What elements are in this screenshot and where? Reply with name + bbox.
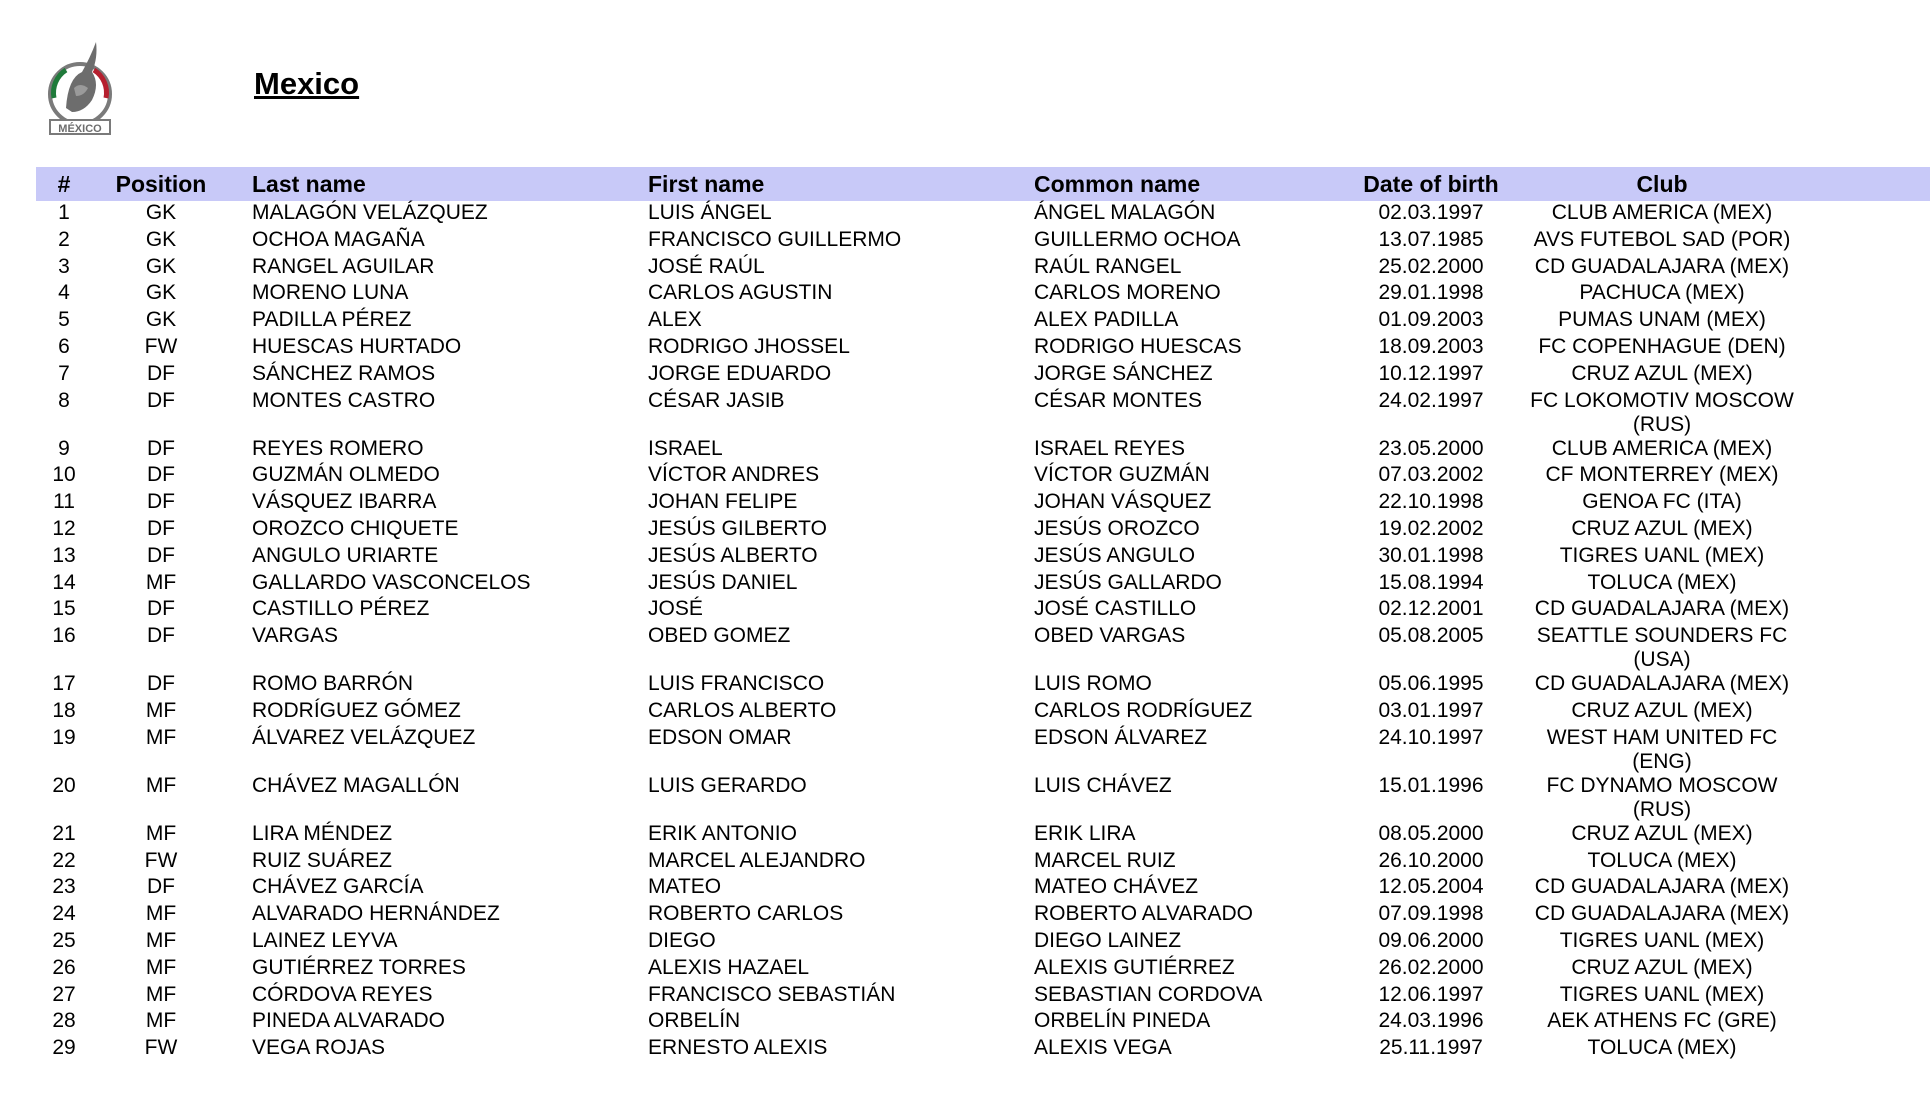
cell-number: 14	[52, 570, 76, 594]
cell-last-name: CHÁVEZ GARCÍA	[252, 875, 424, 899]
cell-common-name: JOSÉ CASTILLO	[1034, 597, 1197, 621]
cell-spacer	[1798, 624, 1930, 672]
cell-last-name: CHÁVEZ MAGALLÓN	[252, 773, 460, 797]
cell-position: DF	[147, 388, 175, 412]
cell-last-name: LAINEZ LEYVA	[252, 928, 398, 952]
cell-common-name: VÍCTOR GUZMÁN	[1034, 463, 1210, 487]
cell-position: DF	[147, 543, 175, 567]
cell-club: FC COPENHAGUE (DEN)	[1538, 334, 1786, 358]
cell-spacer	[1798, 1009, 1930, 1036]
cell-number: 21	[52, 821, 76, 845]
table-row	[36, 308, 1930, 335]
table-row	[36, 389, 1930, 437]
cell-position: DF	[147, 875, 175, 899]
table-row	[36, 672, 1930, 699]
cell-date-of-birth: 19.02.2002	[1378, 516, 1484, 540]
cell-spacer	[1798, 983, 1930, 1010]
table-row	[36, 902, 1930, 929]
cell-position: GK	[145, 281, 177, 305]
cell-club: CRUZ AZUL (MEX)	[1571, 698, 1753, 722]
header-common-name: Common name	[1034, 171, 1201, 197]
cell-club: FC DYNAMO MOSCOW (RUS)	[1546, 773, 1778, 821]
cell-spacer	[1798, 437, 1930, 464]
cell-spacer	[1798, 597, 1930, 624]
cell-common-name: ISRAEL REYES	[1034, 436, 1185, 460]
cell-common-name: JESÚS OROZCO	[1034, 516, 1200, 540]
cell-club: AEK ATHENS FC (GRE)	[1547, 1009, 1777, 1033]
header-club: Club	[1636, 171, 1688, 197]
table-row	[36, 362, 1930, 389]
cell-spacer	[1798, 1036, 1930, 1063]
cell-common-name: CÉSAR MONTES	[1034, 388, 1203, 412]
table-row	[36, 228, 1930, 255]
cell-number: 13	[52, 543, 76, 567]
cell-club: TIGRES UANL (MEX)	[1559, 543, 1765, 567]
table-row	[36, 544, 1930, 571]
table-row	[36, 699, 1930, 726]
cell-first-name: EDSON OMAR	[648, 725, 792, 749]
table-row	[36, 726, 1930, 774]
cell-date-of-birth: 07.09.1998	[1378, 902, 1484, 926]
cell-first-name: MARCEL ALEJANDRO	[648, 848, 866, 872]
cell-last-name: MORENO LUNA	[252, 281, 409, 305]
cell-common-name: ALEX PADILLA	[1034, 308, 1179, 332]
cell-spacer	[1798, 463, 1930, 490]
cell-club: CRUZ AZUL (MEX)	[1571, 821, 1753, 845]
cell-first-name: VÍCTOR ANDRES	[648, 463, 820, 487]
cell-first-name: JOSÉ	[648, 597, 703, 621]
cell-position: MF	[145, 698, 177, 722]
cell-club: CD GUADALAJARA (MEX)	[1534, 254, 1790, 278]
cell-club: CRUZ AZUL (MEX)	[1571, 516, 1753, 540]
cell-number: 6	[58, 334, 70, 358]
cell-spacer	[1798, 362, 1930, 389]
cell-club: SEATTLE SOUNDERS FC (USA)	[1536, 624, 1788, 672]
cell-club: CD GUADALAJARA (MEX)	[1534, 902, 1790, 926]
cell-club: WEST HAM UNITED FC (ENG)	[1546, 725, 1778, 773]
table-row	[36, 929, 1930, 956]
cell-first-name: ALEXIS HAZAEL	[648, 955, 810, 979]
cell-first-name: LUIS GERARDO	[648, 773, 807, 797]
table-row	[36, 281, 1930, 308]
cell-common-name: MATEO CHÁVEZ	[1034, 875, 1199, 899]
cell-club: CRUZ AZUL (MEX)	[1571, 955, 1753, 979]
cell-date-of-birth: 01.09.2003	[1378, 308, 1484, 332]
cell-first-name: RODRIGO JHOSSEL	[648, 334, 850, 358]
cell-number: 2	[58, 227, 70, 251]
cell-spacer	[1798, 255, 1930, 282]
cell-number: 18	[52, 698, 76, 722]
cell-common-name: JESÚS ANGULO	[1034, 543, 1196, 567]
cell-common-name: GUILLERMO OCHOA	[1034, 227, 1241, 251]
cell-first-name: ALEX	[648, 308, 702, 332]
cell-club: PACHUCA (MEX)	[1579, 281, 1745, 305]
cell-first-name: ERNESTO ALEXIS	[648, 1036, 828, 1060]
cell-last-name: REYES ROMERO	[252, 436, 424, 460]
cell-first-name: JESÚS GILBERTO	[648, 516, 827, 540]
cell-position: GK	[145, 254, 177, 278]
cell-date-of-birth: 12.05.2004	[1378, 875, 1484, 899]
cell-first-name: JOHAN FELIPE	[648, 490, 798, 514]
cell-club: CD GUADALAJARA (MEX)	[1534, 875, 1790, 899]
table-row	[36, 490, 1930, 517]
cell-first-name: CARLOS ALBERTO	[648, 698, 837, 722]
cell-club: CRUZ AZUL (MEX)	[1571, 361, 1753, 385]
cell-date-of-birth: 22.10.1998	[1378, 490, 1484, 514]
cell-spacer	[1798, 544, 1930, 571]
cell-first-name: LUIS FRANCISCO	[648, 672, 825, 696]
cell-common-name: CARLOS RODRÍGUEZ	[1034, 698, 1253, 722]
cell-position: MF	[145, 1009, 177, 1033]
cell-club: CD GUADALAJARA (MEX)	[1534, 597, 1790, 621]
cell-date-of-birth: 07.03.2002	[1378, 463, 1484, 487]
cell-common-name: LUIS ROMO	[1034, 672, 1152, 696]
cell-common-name: ÁNGEL MALAGÓN	[1034, 201, 1216, 224]
cell-spacer	[1798, 517, 1930, 544]
cell-date-of-birth: 13.07.1985	[1378, 227, 1484, 251]
cell-spacer	[1798, 201, 1930, 228]
cell-number: 7	[58, 361, 70, 385]
cell-last-name: CASTILLO PÉREZ	[252, 597, 430, 621]
cell-first-name: JESÚS ALBERTO	[648, 543, 818, 567]
cell-date-of-birth: 12.06.1997	[1378, 982, 1484, 1006]
cell-date-of-birth: 09.06.2000	[1378, 928, 1484, 952]
table-row	[36, 875, 1930, 902]
cell-common-name: MARCEL RUIZ	[1034, 848, 1176, 872]
cell-date-of-birth: 05.08.2005	[1378, 624, 1484, 648]
cell-first-name: CARLOS AGUSTIN	[648, 281, 833, 305]
cell-position: DF	[147, 597, 175, 621]
table-row	[36, 956, 1930, 983]
cell-number: 29	[52, 1036, 76, 1060]
cell-number: 27	[52, 982, 76, 1006]
cell-club: PUMAS UNAM (MEX)	[1558, 308, 1766, 332]
cell-number: 11	[53, 490, 75, 514]
cell-common-name: JESÚS GALLARDO	[1034, 570, 1222, 594]
cell-first-name: ORBELÍN	[648, 1009, 741, 1033]
cell-date-of-birth: 25.11.1997	[1379, 1036, 1483, 1060]
cell-date-of-birth: 02.12.2001	[1378, 597, 1484, 621]
header-position: Position	[115, 171, 207, 197]
cell-first-name: DIEGO	[648, 928, 716, 952]
cell-last-name: ANGULO URIARTE	[252, 543, 439, 567]
cell-club: CLUB AMERICA (MEX)	[1551, 436, 1773, 460]
cell-last-name: CÓRDOVA REYES	[252, 982, 433, 1006]
cell-number: 4	[58, 281, 70, 305]
cell-spacer	[1798, 726, 1930, 774]
cell-spacer	[1798, 571, 1930, 598]
cell-date-of-birth: 25.02.2000	[1378, 254, 1484, 278]
table-row	[36, 463, 1930, 490]
cell-last-name: VEGA ROJAS	[252, 1036, 386, 1060]
table-row	[36, 571, 1930, 598]
table-row	[36, 624, 1930, 672]
cell-position: DF	[147, 490, 175, 514]
cell-date-of-birth: 26.02.2000	[1378, 955, 1484, 979]
cell-number: 26	[52, 955, 76, 979]
cell-date-of-birth: 05.06.1995	[1378, 672, 1484, 696]
cell-first-name: MATEO	[648, 875, 722, 899]
cell-common-name: LUIS CHÁVEZ	[1034, 773, 1172, 797]
header-number: #	[57, 171, 71, 197]
table-row	[36, 255, 1930, 282]
cell-number: 28	[52, 1009, 76, 1033]
cell-date-of-birth: 29.01.1998	[1378, 281, 1484, 305]
cell-position: GK	[145, 308, 177, 332]
cell-date-of-birth: 10.12.1997	[1378, 361, 1484, 385]
cell-date-of-birth: 08.05.2000	[1378, 821, 1484, 845]
cell-number: 22	[52, 848, 76, 872]
cell-last-name: OCHOA MAGAÑA	[252, 227, 425, 251]
cell-first-name: ISRAEL	[648, 436, 723, 460]
cell-position: MF	[145, 821, 177, 845]
cell-number: 15	[52, 597, 76, 621]
cell-position: DF	[147, 463, 175, 487]
header-first-name: First name	[648, 171, 765, 197]
cell-common-name: OBED VARGAS	[1034, 624, 1186, 648]
table-row	[36, 437, 1930, 464]
cell-club: TOLUCA (MEX)	[1587, 1036, 1737, 1060]
cell-spacer	[1798, 875, 1930, 902]
cell-last-name: PINEDA ALVARADO	[252, 1009, 445, 1033]
cell-spacer	[1798, 281, 1930, 308]
cell-club: GENOA FC (ITA)	[1582, 490, 1742, 514]
cell-club: TIGRES UANL (MEX)	[1559, 982, 1765, 1006]
cell-spacer	[1798, 228, 1930, 255]
cell-last-name: OROZCO CHIQUETE	[252, 516, 459, 540]
cell-number: 24	[52, 902, 76, 926]
table-row	[36, 1036, 1930, 1063]
cell-number: 20	[52, 773, 76, 797]
cell-common-name: CARLOS MORENO	[1034, 281, 1221, 305]
cell-last-name: RUIZ SUÁREZ	[252, 848, 393, 872]
cell-common-name: SEBASTIAN CORDOVA	[1034, 982, 1263, 1006]
cell-common-name: ROBERTO ALVARADO	[1034, 902, 1254, 926]
cell-number: 16	[52, 624, 76, 648]
cell-last-name: VÁSQUEZ IBARRA	[252, 490, 437, 514]
cell-common-name: ERIK LIRA	[1034, 821, 1136, 845]
cell-date-of-birth: 26.10.2000	[1378, 848, 1484, 872]
cell-club: TIGRES UANL (MEX)	[1559, 928, 1765, 952]
cell-spacer	[1798, 335, 1930, 362]
cell-last-name: GALLARDO VASCONCELOS	[252, 570, 531, 594]
cell-first-name: ERIK ANTONIO	[648, 821, 797, 845]
cell-position: GK	[145, 201, 177, 224]
cell-spacer	[1798, 490, 1930, 517]
cell-last-name: ROMO BARRÓN	[252, 672, 414, 696]
cell-date-of-birth: 24.03.1996	[1378, 1009, 1484, 1033]
cell-spacer	[1798, 902, 1930, 929]
logo-wordmark: MÉXICO	[58, 123, 102, 135]
cell-common-name: JORGE SÁNCHEZ	[1034, 361, 1213, 385]
cell-position: DF	[147, 361, 175, 385]
cell-position: DF	[147, 436, 175, 460]
cell-first-name: ROBERTO CARLOS	[648, 902, 844, 926]
cell-date-of-birth: 24.10.1997	[1378, 725, 1484, 749]
cell-club: TOLUCA (MEX)	[1587, 570, 1737, 594]
cell-position: MF	[145, 773, 177, 797]
cell-number: 8	[58, 388, 70, 412]
cell-first-name: FRANCISCO SEBASTIÁN	[648, 982, 896, 1006]
header-spacer	[1798, 167, 1930, 201]
cell-position: MF	[145, 902, 177, 926]
table-row	[36, 849, 1930, 876]
table-header-row	[36, 167, 1930, 201]
cell-common-name: EDSON ÁLVAREZ	[1034, 725, 1208, 749]
cell-last-name: ALVARADO HERNÁNDEZ	[252, 902, 500, 926]
cell-first-name: FRANCISCO GUILLERMO	[648, 227, 902, 251]
squad-table	[36, 167, 1930, 1063]
cell-last-name: VARGAS	[252, 624, 338, 648]
cell-number: 9	[58, 436, 70, 460]
cell-number: 1	[58, 201, 70, 224]
table-row	[36, 1009, 1930, 1036]
table-body	[36, 201, 1930, 1063]
cell-number: 25	[52, 928, 76, 952]
cell-last-name: RANGEL AGUILAR	[252, 254, 435, 278]
cell-date-of-birth: 03.01.1997	[1378, 698, 1484, 722]
cell-club: CD GUADALAJARA (MEX)	[1534, 672, 1790, 696]
cell-date-of-birth: 15.08.1994	[1378, 570, 1484, 594]
cell-common-name: JOHAN VÁSQUEZ	[1034, 490, 1212, 514]
cell-common-name: RAÚL RANGEL	[1034, 254, 1182, 278]
cell-spacer	[1798, 956, 1930, 983]
mexico-federation-logo	[44, 38, 116, 136]
table-row	[36, 201, 1930, 228]
cell-number: 12	[52, 516, 76, 540]
cell-number: 5	[58, 308, 70, 332]
cell-last-name: GUZMÁN OLMEDO	[252, 463, 440, 487]
cell-date-of-birth: 18.09.2003	[1378, 334, 1484, 358]
cell-date-of-birth: 15.01.1996	[1378, 773, 1484, 797]
cell-last-name: ÁLVAREZ VELÁZQUEZ	[252, 725, 476, 749]
cell-position: MF	[145, 570, 177, 594]
table-row	[36, 335, 1930, 362]
cell-last-name: RODRÍGUEZ GÓMEZ	[252, 698, 461, 722]
cell-last-name: PADILLA PÉREZ	[252, 308, 412, 332]
cell-first-name: JESÚS DANIEL	[648, 570, 798, 594]
cell-number: 3	[58, 254, 70, 278]
table-row	[36, 983, 1930, 1010]
cell-date-of-birth: 24.02.1997	[1378, 388, 1484, 412]
cell-date-of-birth: 30.01.1998	[1378, 543, 1484, 567]
cell-spacer	[1798, 699, 1930, 726]
cell-position: MF	[145, 982, 177, 1006]
cell-position: MF	[145, 955, 177, 979]
cell-last-name: MALAGÓN VELÁZQUEZ	[252, 201, 488, 224]
cell-common-name: ALEXIS VEGA	[1034, 1036, 1172, 1060]
cell-position: FW	[144, 1036, 178, 1060]
cell-spacer	[1798, 308, 1930, 335]
table-row	[36, 822, 1930, 849]
cell-number: 23	[52, 875, 76, 899]
cell-position: FW	[144, 334, 178, 358]
cell-position: MF	[145, 725, 177, 749]
cell-position: DF	[147, 516, 175, 540]
cell-common-name: DIEGO LAINEZ	[1034, 928, 1182, 952]
cell-date-of-birth: 23.05.2000	[1378, 436, 1484, 460]
cell-last-name: HUESCAS HURTADO	[252, 334, 462, 358]
cell-spacer	[1798, 672, 1930, 699]
cell-number: 10	[52, 463, 76, 487]
cell-position: DF	[147, 672, 175, 696]
cell-common-name: RODRIGO HUESCAS	[1034, 334, 1242, 358]
cell-common-name: ALEXIS GUTIÉRREZ	[1034, 955, 1235, 979]
cell-club: CF MONTERREY (MEX)	[1545, 463, 1779, 487]
cell-club: AVS FUTEBOL SAD (POR)	[1533, 227, 1791, 251]
cell-last-name: SÁNCHEZ RAMOS	[252, 361, 436, 385]
table-row	[36, 597, 1930, 624]
cell-last-name: GUTIÉRREZ TORRES	[252, 955, 466, 979]
cell-first-name: JOSÉ RAÚL	[648, 254, 765, 278]
header-last-name: Last name	[252, 171, 366, 197]
cell-spacer	[1798, 849, 1930, 876]
cell-club: CLUB AMERICA (MEX)	[1551, 201, 1773, 224]
cell-last-name: MONTES CASTRO	[252, 388, 436, 412]
cell-last-name: LIRA MÉNDEZ	[252, 821, 393, 845]
cell-spacer	[1798, 822, 1930, 849]
header-date-of-birth: Date of birth	[1363, 171, 1499, 197]
cell-position: FW	[144, 848, 178, 872]
cell-first-name: LUIS ÁNGEL	[648, 201, 772, 224]
cell-club: FC LOKOMOTIV MOSCOW (RUS)	[1530, 388, 1794, 436]
cell-first-name: CÉSAR JASIB	[648, 388, 785, 412]
cell-first-name: JORGE EDUARDO	[648, 361, 832, 385]
cell-spacer	[1798, 774, 1930, 822]
cell-position: GK	[145, 227, 177, 251]
cell-number: 19	[52, 725, 76, 749]
table-row	[36, 774, 1930, 822]
cell-spacer	[1798, 389, 1930, 437]
cell-spacer	[1798, 929, 1930, 956]
cell-number: 17	[52, 672, 76, 696]
page-title: Mexico	[254, 66, 360, 101]
table-row	[36, 517, 1930, 544]
cell-common-name: ORBELÍN PINEDA	[1034, 1009, 1211, 1033]
cell-first-name: OBED GOMEZ	[648, 624, 791, 648]
cell-club: TOLUCA (MEX)	[1587, 848, 1737, 872]
cell-date-of-birth: 02.03.1997	[1378, 201, 1484, 224]
cell-position: DF	[147, 624, 175, 648]
cell-position: MF	[145, 928, 177, 952]
